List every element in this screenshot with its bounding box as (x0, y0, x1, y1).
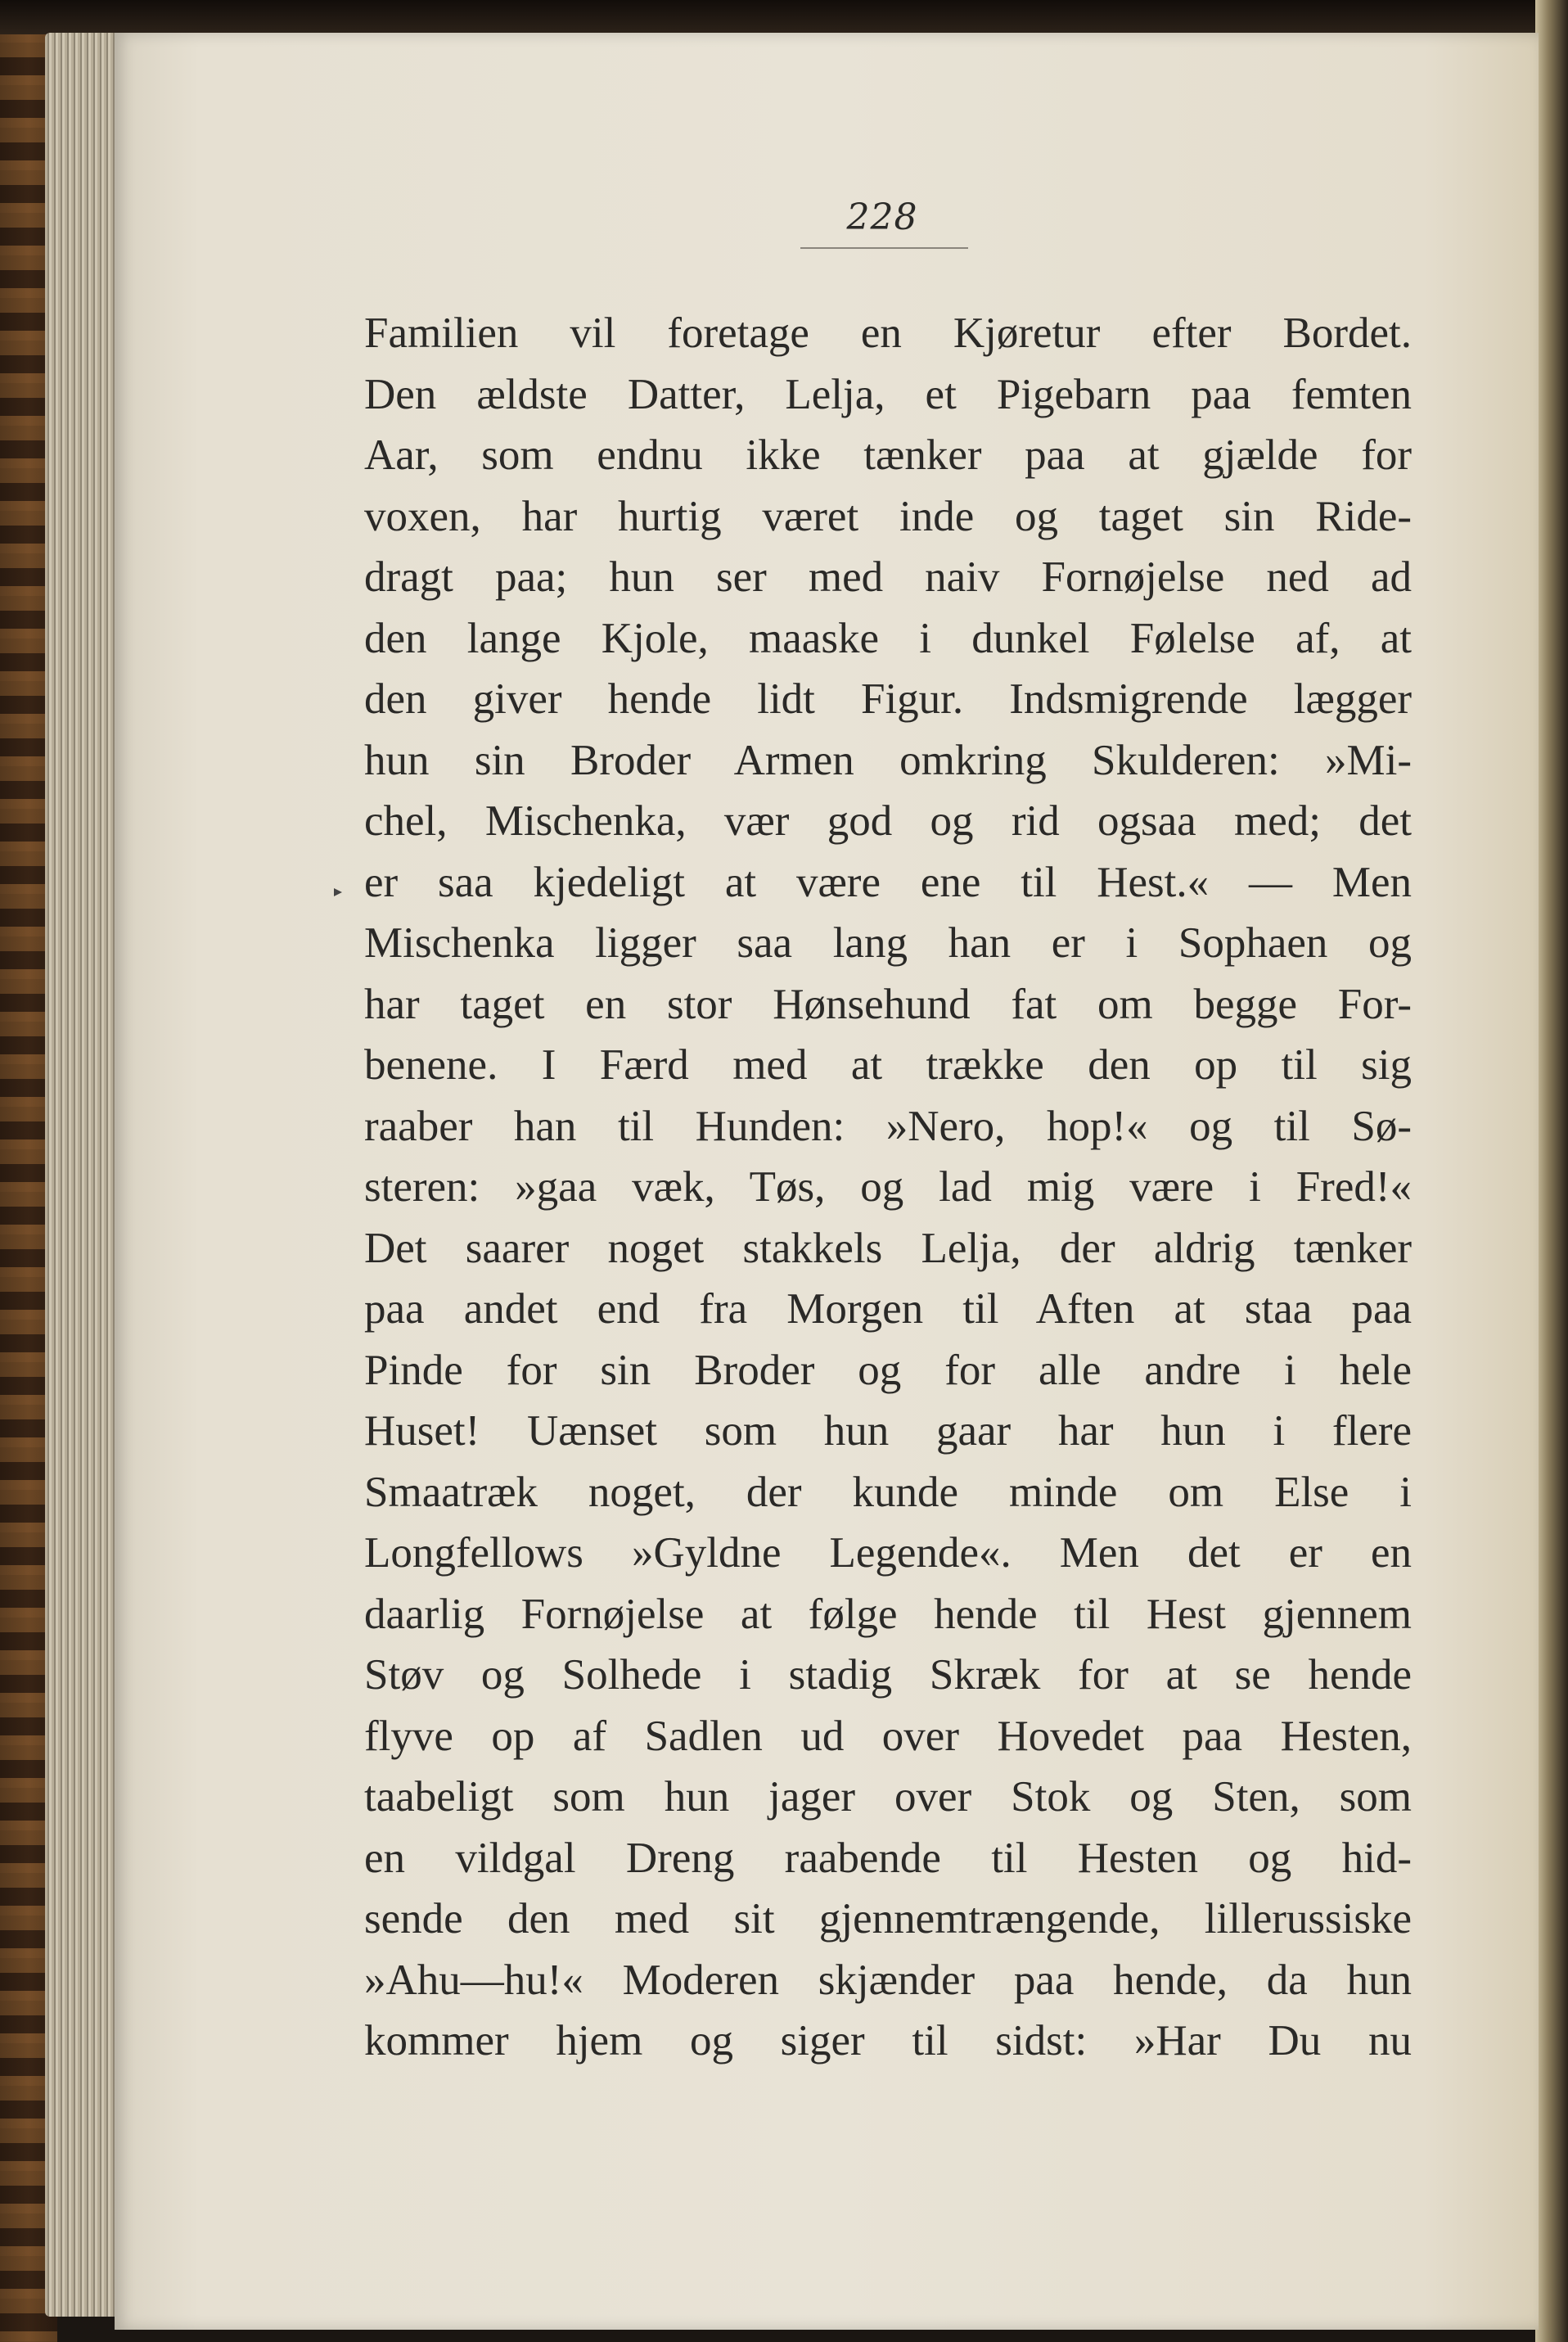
text-line: Pinde for sin Broder og for alle andre i hele (364, 1346, 1412, 1394)
text-line: er saa kjedeligt at være ene til Hest.« — Men (364, 858, 1412, 906)
text-line: taabeligt som hun jager over Stok og Sten, som (364, 1773, 1412, 1821)
text-line: daarlig Fornøjelse at følge hende til Hest gjennem (364, 1590, 1412, 1638)
text-line: Det saarer noget stakkels Lelja, der aldrig tænker (364, 1224, 1412, 1272)
text-line: flyve op af Sadlen ud over Hovedet paa Hesten, (364, 1712, 1412, 1760)
text-line: Familien vil foretage en Kjøretur efter Bordet. (364, 309, 1412, 357)
page-number: 228 (846, 196, 918, 238)
top-edge (0, 0, 1568, 34)
text-line: sende den med sit gjennemtrængende, lillerussiske (364, 1895, 1412, 1943)
text-line: Smaatræk noget, der kunde minde om Else i (364, 1468, 1412, 1516)
text-line: Aar, som endnu ikke tænker paa at gjælde for (364, 431, 1412, 479)
text-line: benene. I Færd med at trække den op til sig (364, 1041, 1412, 1089)
text-line: Huset! Uænset som hun gaar har hun i flere (364, 1407, 1412, 1455)
body-text (364, 303, 1412, 2072)
right-edge (1535, 0, 1568, 2342)
text-line: kommer hjem og siger til sidst: »Har Du nu (364, 2017, 1412, 2064)
text-line: en vildgal Dreng raabende til Hesten og hid- (364, 1834, 1412, 1882)
header-rule (800, 247, 968, 249)
text-line: dragt paa; hun ser med naiv Fornøjelse ned ad (364, 553, 1412, 601)
text-line: den giver hende lidt Figur. Indsmigrende lægger (364, 675, 1412, 723)
text-line: Støv og Solhede i stadig Skræk for at se hende (364, 1651, 1412, 1699)
text-line: voxen, har hurtig været inde og taget sin Ride- (364, 492, 1412, 540)
text-line: raaber han til Hunden: »Nero, hop!« og til Sø- (364, 1102, 1412, 1150)
text-line: »Ahu—hu!« Moderen skjænder paa hende, da hun (364, 1956, 1412, 2004)
text-line: har taget en stor Hønsehund fat om begge For- (364, 980, 1412, 1028)
page-stack-edge (45, 33, 120, 2317)
text-line: hun sin Broder Armen omkring Skulderen: »Mi- (364, 736, 1412, 784)
text-line: Mischenka ligger saa lang han er i Sophaen og (364, 919, 1412, 967)
text-line: Longfellows »Gyldne Legende«. Men det er en (364, 1529, 1412, 1577)
text-line: paa andet end fra Morgen til Aften at staa paa (364, 1285, 1412, 1333)
text-line: Den ældste Datter, Lelja, et Pigebarn paa femten (364, 370, 1412, 418)
text-line: den lange Kjole, maaske i dunkel Følelse af, at (364, 614, 1412, 662)
text-line: chel, Mischenka, vær god og rid ogsaa med; det (364, 797, 1412, 845)
text-line: steren: »gaa væk, Tøs, og lad mig være i Fred!« (364, 1163, 1412, 1211)
